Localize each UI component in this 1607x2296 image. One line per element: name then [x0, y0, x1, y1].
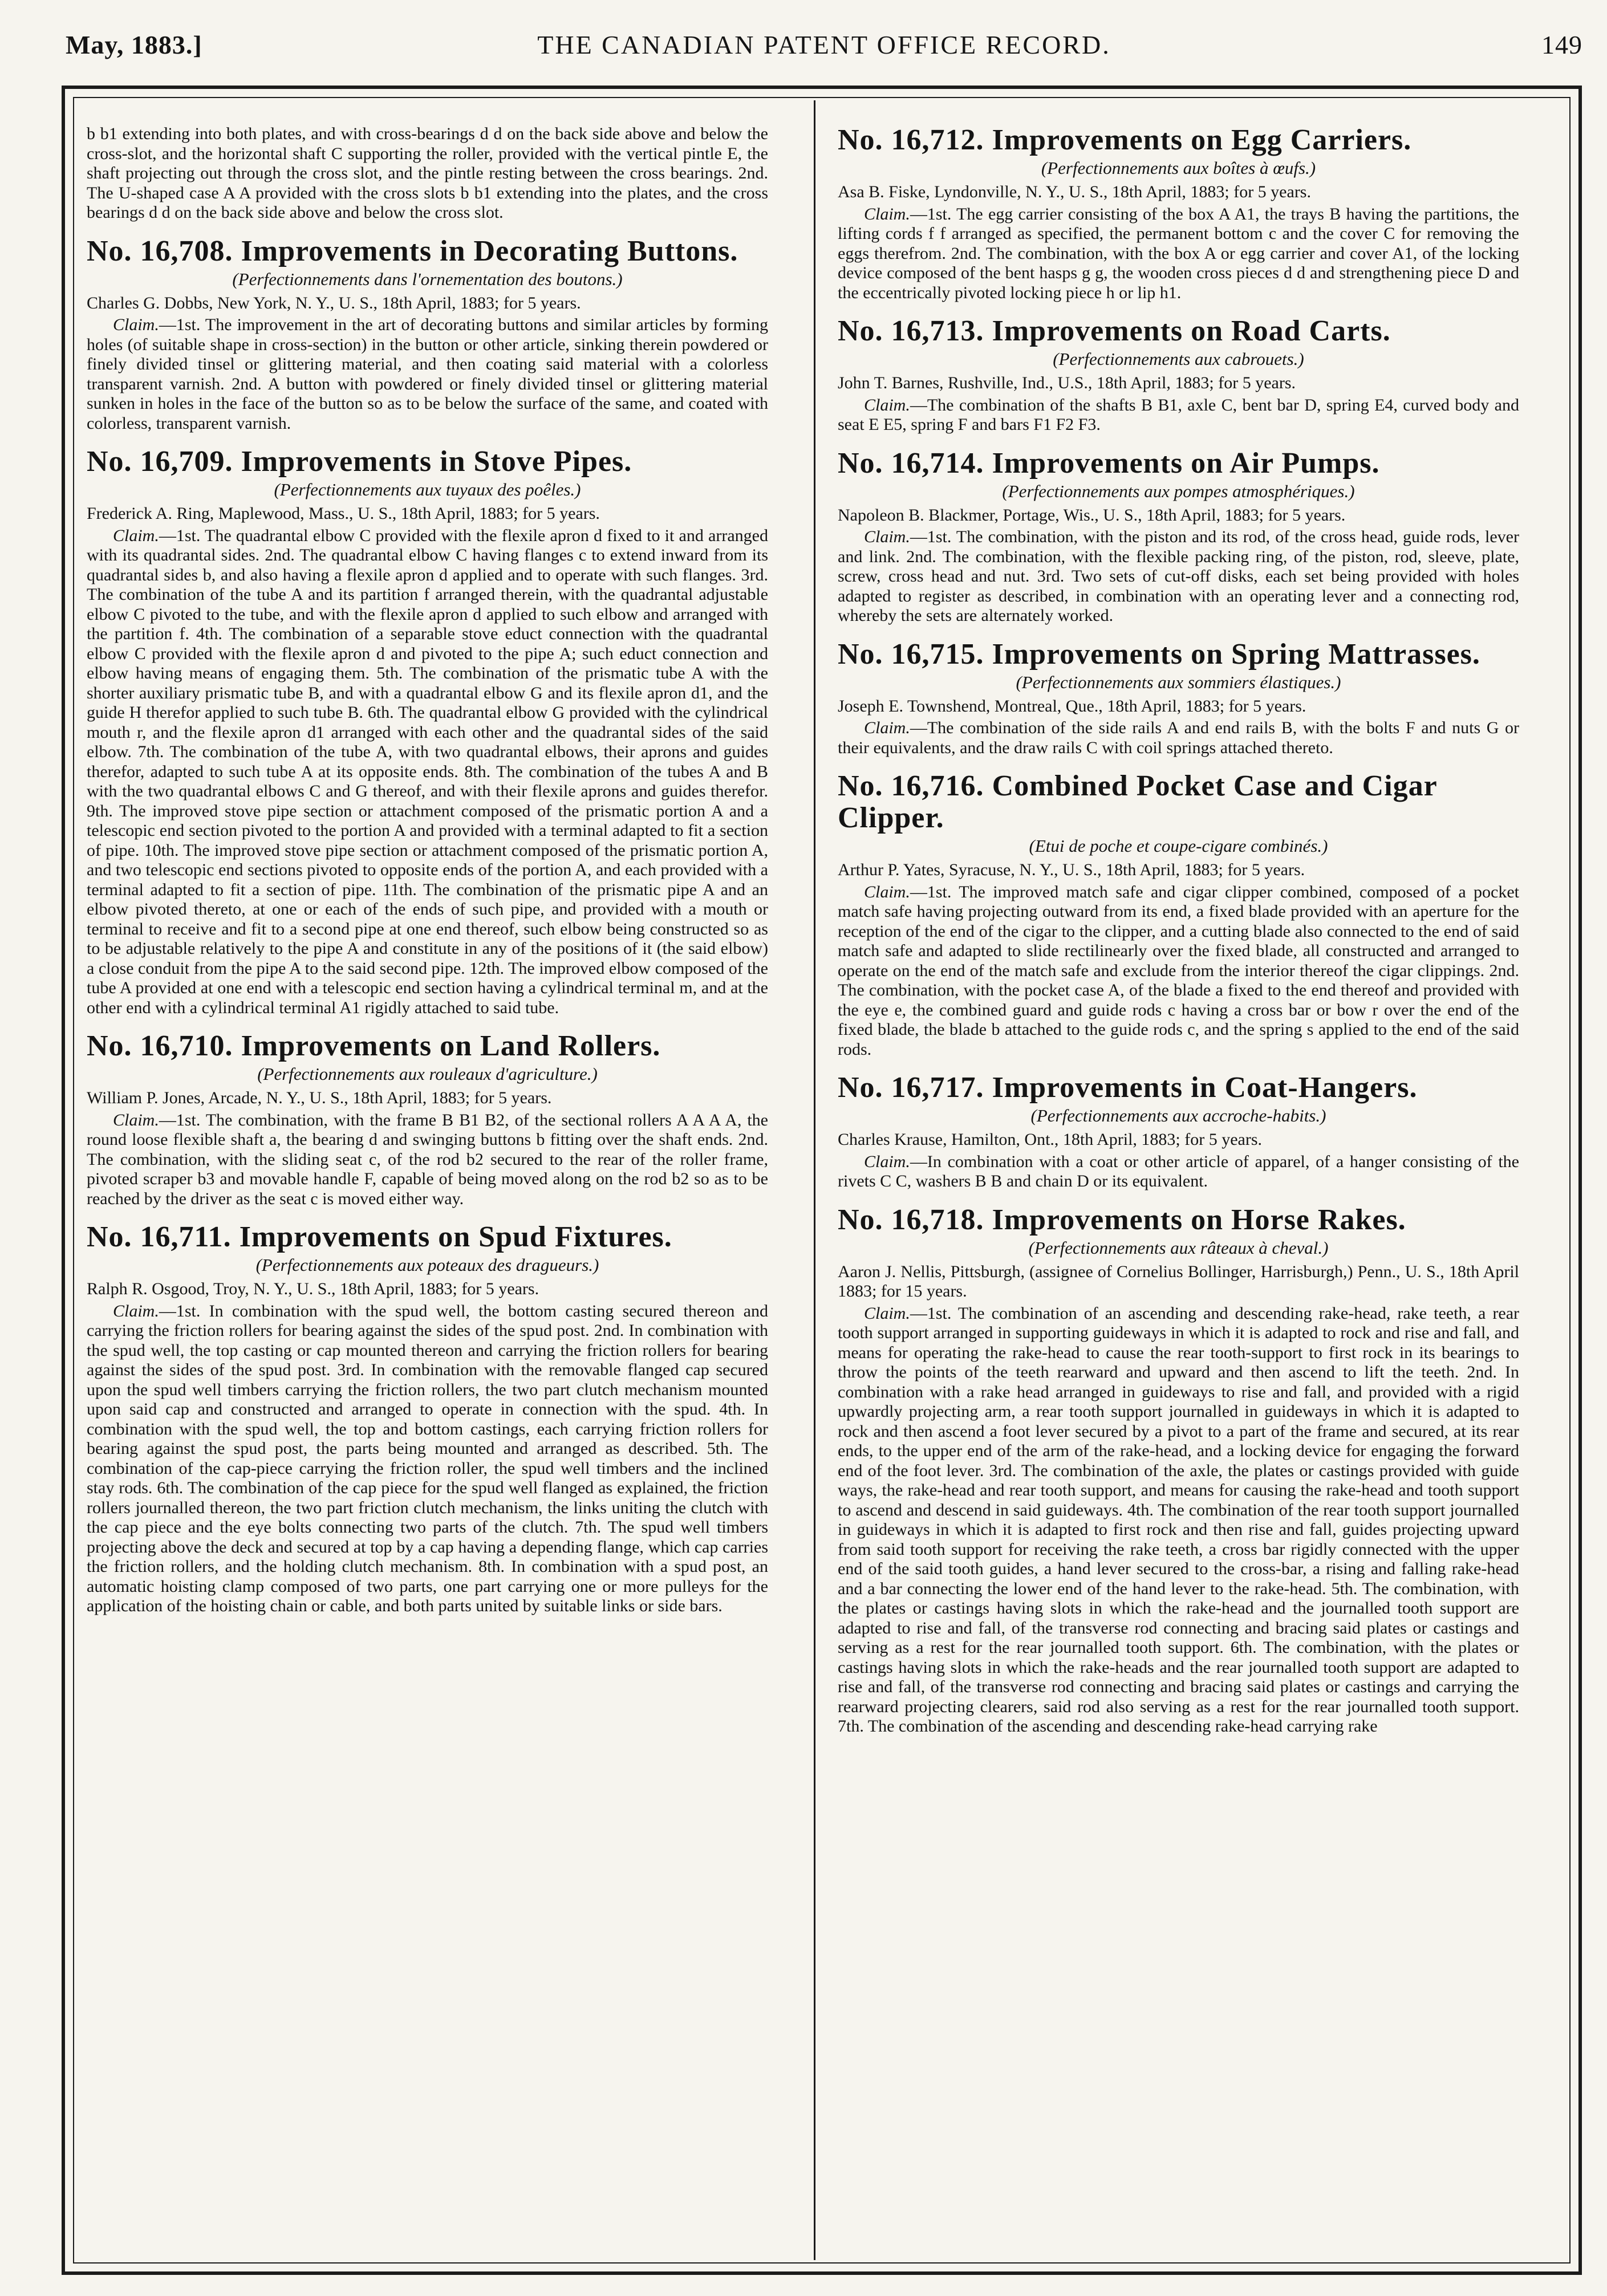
claim-text — [838, 883, 1519, 1060]
entry-heading — [838, 1204, 1519, 1236]
left-column — [87, 124, 768, 1616]
patent-title: Improvements on Spud Fixtures. — [239, 1221, 672, 1253]
claim-text — [87, 315, 768, 433]
page-number: 149 — [1541, 30, 1582, 59]
claim-body: —1st. The combination of an ascending and descending rake-head, rake teeth, a rear tooth support arranged in supporting guideways in which it is adapted to rock and rise and fall, and means for operating the rake-head to cause the rear tooth-support to first rock in its bearings to throw the points of the teeth rearward and upward and then ascend to lift the teeth. 2nd. In combination with a rake head arranged in guideways to rise and fall, and provided with a rigid upwardly projecting arm, a rear tooth support journalled in guideways in which it is adapted to rock and then ascend a foot lever secured by a pivot to a part of the frame and secured, at its rear ends, to the upper end of the arm of the rake-head, and a locking device for engaging the forward end of the foot lever. 3rd. The combination of the axle, the plates or castings provided with guide ways, the rake-head and rear tooth support, and means for causing the rake-head and tooth support to ascend and descend in said guideways. 4th. The combination of the rear tooth support journalled in guideways in which it is adapted to first rock and then rise and fall, guides projecting upward from said tooth support for receiving the rake teeth, a cross bar rigidly connected with the upper end of the said tooth guides, a hand lever secured to the cross-bar, a rising and falling rake-head and a bar connecting the lower end of the hand lever to the rake-head. 5th. The combination, with the plates or castings having slots in which the rake-head and the journalled tooth support are adapted to rise and fall, of the transverse rod connecting and bracing said plates or castings and serving as a rest for the rear journalled tooth support. 6th. The combination, with the plates or castings having slots in which the rake-heads and the rear journalled tooth support are adapted to rise and fall, of the transverse rod connecting and bracing said plates or castings and carrying the rearward projecting clearers, said rod also serving as a rest for the rear journalled tooth support. 7th. The combination of the ascending and descending rake-head carrying rake — [838, 1303, 1519, 1736]
french-title: (Perfectionnements aux rouleaux d'agriculture.) — [257, 1064, 598, 1084]
entry-heading — [87, 235, 768, 267]
claim-label: Claim. — [864, 882, 910, 901]
patent-title: Combined Pocket Case and Cigar Clipper. — [838, 770, 1437, 834]
claim-body: —1st. The improved match safe and cigar clipper combined, composed of a pocket match safe having projecting outward from its end, a fixed blade provided with an aperture for the reception of the end of the cigar to the clipper, and a cutting blade also connected to the end of said match safe and adapted to slide rectilinearly over the fixed blade, all constructed and arranged to operate on the end of the match safe and exclude from the interior thereof the cigar clippings. 2nd. The combination, with the pocket case A, of the blade a fixed to the end thereof and provided with the eye e, the combined guard and guide rods c having a cross bar or bow r over the end of the fixed blade, the blade b attached to the guide rods c, and the spring s applied to the end of the said rods. — [838, 882, 1519, 1059]
patent-entry-16714 — [838, 448, 1519, 626]
patent-entry-16716 — [838, 770, 1519, 1059]
claim-text — [838, 1304, 1519, 1737]
entry-heading — [87, 1221, 768, 1253]
inventor-line: Ralph R. Osgood, Troy, N. Y., U. S., 18th April, 1883; for 5 years. — [87, 1279, 539, 1298]
patent-number: No. 16,711. — [87, 1221, 232, 1253]
inventor-line: William P. Jones, Arcade, N. Y., U. S., 18th April, 1883; for 5 years. — [87, 1088, 552, 1107]
patent-number: No. 16,710. — [87, 1030, 233, 1062]
patent-entry-16712 — [838, 124, 1519, 303]
claim-body: —1st. The quadrantal elbow C provided with the flexile apron d fixed to it and arranged with its quadrantal sides. 2nd. The quadrantal elbow C having flanges c to extend inward from its quadrantal sides b, and also having a flexile apron d applied and to operate with such flanges. 3rd. The combination of the tube A and its partition f arranged therein, with the quadrantal adjustable elbow C pivoted to the tube, and with the flexile apron d applied to such elbow and arranged with the partition f. 4th. The combination of a separable stove educt connection with the quadrantal elbow C provided with the flexile apron d and pivoted to the pipe A; such educt connection and elbow having means of engaging them. 5th. The combination of the prismatic tube A with the shorter auxiliary prismatic tube B, and with a quadrantal elbow G and its flexile apron d1, and the guide H therefor applied to such tube B. 6th. The quadrantal elbow G provided with the cylindrical mouth r, and the flexile apron d1 arranged with each other and the quadrantal sides of the said elbow. 7th. The combination of the tube A, with two quadrantal elbows, their aprons and guides therefor, adapted to such tube A at its opposite ends. 8th. The combination of the tubes A and B with the two quadrantal elbows C and G thereof, and with their flexile aprons and guides therefor. 9th. The improved stove pipe section or attachment composed of the prismatic portion A and a telescopic end section pivoted to the portion A and provided with a terminal adapted to fit a section of pipe. 10th. The improved stove pipe section or attachment composed of the prismatic portion A, and two telescopic end sections pivoted to opposite ends of the portion A, and each provided with a terminal adapted to fit a section of pipe. 11th. The combination of the prismatic pipe A and an elbow pivoted thereto, at one or each of the ends of such pipe, and provided with a mouth or terminal to receive and fit to a second pipe at one end thereof, such elbow being constructed so as to be adjustable relatively to the pipe A and constitute in any of the positions of it (the said elbow) a close conduit from the pipe A to the said second pipe. 12th. The improved elbow composed of the tube A provided at one end with a telescopic end section having a cylindrical terminal m, and at the other end with a cylindrical terminal A1 rigidly attached to said tube. — [87, 526, 768, 1017]
claim-body: —The combination of the shafts B B1, axle C, bent bar D, spring E4, curved body and seat E E5, spring F and bars F1 F2 F3. — [838, 395, 1519, 434]
entry-heading — [838, 770, 1519, 834]
claim-body: —1st. The combination, with the piston and its rod, of the cross head, guide rods, lever and link. 2nd. The combination, with the flexible packing ring, of the piston, rod, sleeve, plate, screw, cross head and nut. 3rd. Two sets of cut-off disks, each set being provided with holes adapted to register as described, in combination with an operating lever and a connecting rod, whereby the sets are alternately worked. — [838, 527, 1519, 625]
patent-entry-16713 — [838, 315, 1519, 435]
claim-text — [87, 1111, 768, 1209]
page-frame — [62, 86, 1582, 2275]
patent-number: No. 16,709. — [87, 445, 233, 478]
patent-title: Improvements on Road Carts. — [992, 315, 1391, 347]
claim-label: Claim. — [864, 1303, 910, 1323]
claim-label: Claim. — [113, 315, 159, 334]
inventor-line: Frederick A. Ring, Maplewood, Mass., U. S., 18th April, 1883; for 5 years. — [87, 504, 600, 523]
french-title: (Perfectionnements dans l'ornementation des boutons.) — [232, 269, 623, 289]
entry-heading — [838, 124, 1519, 156]
claim-label: Claim. — [864, 527, 910, 546]
claim-body: —1st. The combination, with the frame B B1 B2, of the sectional rollers A A A A, the round loose flexible shaft a, the bearing d and swinging buttons b fitting over the shaft ends. 2nd. The combination, with the sliding seat c, of the rod b2 secured to the rear of the roller frame, pivoted scraper b3 and movable handle F, capable of being moved along on the rod b2 so as to be reached by the driver as the seat c is moved either way. — [87, 1110, 768, 1208]
inventor-line: Charles Krause, Hamilton, Ont., 18th April, 1883; for 5 years. — [838, 1130, 1263, 1149]
running-head — [66, 30, 1582, 70]
claim-text — [87, 1302, 768, 1616]
patent-title: Improvements in Coat-Hangers. — [992, 1071, 1418, 1104]
issue-date: May, 1883.] — [66, 30, 202, 59]
claim-label: Claim. — [864, 204, 910, 223]
inventor-line: John T. Barnes, Rushville, Ind., U.S., 18th April, 1883; for 5 years. — [838, 373, 1296, 392]
claim-text — [838, 1152, 1519, 1192]
patent-entry-16710 — [87, 1030, 768, 1209]
claim-body: —1st. The improvement in the art of decorating buttons and similar articles by forming holes (of suitable shape in cross-section) in the button or other article, sinking therein powdered or finely divided tinsel or glittering material, and then coating said material with a colorless transparent varnish. 2nd. A button with powdered or finely divided tinsel or glittering material sunken in holes in the face of the button so as to be below the surface of the same, and coated with colorless, transparent varnish. — [87, 315, 768, 433]
patent-title: Improvements on Horse Rakes. — [992, 1203, 1406, 1236]
claim-body: —1st. In combination with the spud well, the bottom casting secured thereon and carrying the friction rollers for bearing against the sides of the spud post. 2nd. In combination with the spud well, the top casting or cap mounted thereon and carrying the friction rollers for bearing against the sides of the spud post. 3rd. In combination with the removable flanged cap secured upon the spud well timbers carrying the friction rollers, the two part clutch mechanism mounted upon said cap and constructed and arranged to operate in connection with the spud. 4th. In combination with the spud well, the top and bottom castings, each carrying friction rollers for bearing against the spud post, the parts being mounted and arranged as described. 5th. The combination of the cap-piece carrying the friction roller, the spud well timbers and the inclined stay rods. 6th. The combination of the cap piece for the spud well flanged as explained, the friction rollers journalled thereon, the two part friction clutch mechanism, the links uniting the clutch with the cap piece and the eye bolts connecting two parts of the clutch. 7th. The spud well timbers projecting above the deck and secured at top by a cap having a depending flange, which cap carries the friction rollers, and the holding clutch mechanism. 8th. In combination with a spud post, an automatic hoisting clamp composed of two parts, one part carrying one or more pulleys for the application of the hoisting chain or cable, and both parts united by suitable links or side bars. — [87, 1301, 768, 1615]
claim-label: Claim. — [113, 1301, 159, 1320]
patent-number: No. 16,715. — [838, 637, 984, 670]
entry-heading — [87, 446, 768, 478]
entry-heading — [838, 1072, 1519, 1104]
entry-heading — [838, 448, 1519, 479]
patent-number: No. 16,714. — [838, 446, 984, 479]
patent-entry-16709 — [87, 446, 768, 1018]
patent-number: No. 16,716. — [838, 770, 984, 802]
claim-body: —The combination of the side rails A and end rails B, with the bolts F and nuts G or their equivalents, and the draw rails C with coil springs attached thereto. — [838, 718, 1519, 757]
french-title: (Perfectionnements aux tuyaux des poêles.) — [274, 479, 581, 499]
right-column — [838, 124, 1519, 1737]
patent-entry-16718 — [838, 1204, 1519, 1737]
patent-number: No. 16,718. — [838, 1203, 984, 1236]
claim-label: Claim. — [113, 1110, 159, 1129]
claim-text — [838, 718, 1519, 758]
patent-title: Improvements on Egg Carriers. — [992, 124, 1412, 156]
inventor-line: Charles G. Dobbs, New York, N. Y., U. S., 18th April, 1883; for 5 years. — [87, 293, 581, 312]
claim-body: —In combination with a coat or other article of apparel, of a hanger consisting of the rivets C C, washers B B and chain D or its equivalent. — [838, 1152, 1519, 1190]
entry-heading — [87, 1030, 768, 1062]
claim-label: Claim. — [113, 526, 159, 545]
french-title: (Perfectionnements aux boîtes à œufs.) — [1041, 158, 1316, 178]
inventor-line: Aaron J. Nellis, Pittsburgh, (assignee of Cornelius Bollinger, Harrisburgh,) Penn., U. S., 18th April 1883; for 15 years. — [838, 1262, 1519, 1301]
claim-label: Claim. — [864, 718, 910, 737]
column-rule — [814, 100, 815, 2260]
inventor-line: Napoleon B. Blackmer, Portage, Wis., U. S., 18th April, 1883; for 5 years. — [838, 505, 1346, 525]
patent-title: Improvements on Spring Mattrasses. — [992, 637, 1480, 670]
patent-title: Improvements on Air Pumps. — [992, 446, 1380, 479]
french-title: (Perfectionnements aux sommiers élastiques.) — [1016, 672, 1341, 692]
patent-entry-16715 — [838, 639, 1519, 758]
journal-title: THE CANADIAN PATENT OFFICE RECORD. — [537, 30, 1111, 59]
patent-entry-16708 — [87, 235, 768, 434]
french-title: (Perfectionnements aux râteaux à cheval.) — [1028, 1237, 1329, 1258]
claim-text — [838, 527, 1519, 626]
patent-entry-16717 — [838, 1072, 1519, 1192]
inventor-line: Arthur P. Yates, Syracuse, N. Y., U. S., 18th April, 1883; for 5 years. — [838, 860, 1305, 879]
patent-entry-16711 — [87, 1221, 768, 1616]
entry-heading — [838, 639, 1519, 670]
claim-label: Claim. — [864, 1152, 910, 1171]
french-title: (Etui de poche et coupe-cigare combinés.) — [1029, 836, 1328, 856]
inventor-line: Joseph E. Townshend, Montreal, Que., 18th April, 1883; for 5 years. — [838, 696, 1306, 716]
french-title: (Perfectionnements aux accroche-habits.) — [1030, 1106, 1326, 1125]
patent-number: No. 16,712. — [838, 124, 984, 156]
claim-body: —1st. The egg carrier consisting of the box A A1, the trays B having the partitions, the lifting cords f f arranged as specified, the permanent bottom c and the cover C for removing the eggs therefrom. 2nd. The combination, with the box A or egg carrier and cover A1, of the locking device composed of the bent hasps g g, the wooden cross pieces d d and strengthening piece D and the eccentrically pivoted locking piece h or lip h1. — [838, 204, 1519, 302]
entry-heading — [838, 315, 1519, 347]
patent-title: Improvements in Stove Pipes. — [241, 445, 632, 478]
inventor-line: Asa B. Fiske, Lyndonville, N. Y., U. S., 18th April, 1883; for 5 years. — [838, 182, 1311, 201]
continued-text: b b1 extending into both plates, and with cross-bearings d d on the back side above and below the cross-slot, and the horizontal shaft C supporting the roller, provided with the vertical pintle E, the shaft projecting out through the cross slot, and the pintle resting between the cross bearings. 2nd. The U-shaped case A A provided with the cross slots b b1 extending into the plates, and the cross bearings d d on the back side above and below the cross slot. — [87, 124, 768, 222]
french-title: (Perfectionnements aux pompes atmosphériques.) — [1002, 481, 1355, 501]
french-title: (Perfectionnements aux cabrouets.) — [1053, 349, 1304, 369]
claim-label: Claim. — [864, 395, 910, 415]
french-title: (Perfectionnements aux poteaux des dragueurs.) — [255, 1255, 599, 1275]
claim-text — [838, 205, 1519, 303]
claim-text — [87, 526, 768, 1018]
patent-number: No. 16,713. — [838, 315, 984, 347]
patent-number: No. 16,708. — [87, 234, 233, 267]
claim-text — [838, 396, 1519, 435]
patent-number: No. 16,717. — [838, 1071, 984, 1104]
patent-title: Improvements in Decorating Buttons. — [241, 234, 738, 267]
patent-title: Improvements on Land Rollers. — [241, 1030, 661, 1062]
